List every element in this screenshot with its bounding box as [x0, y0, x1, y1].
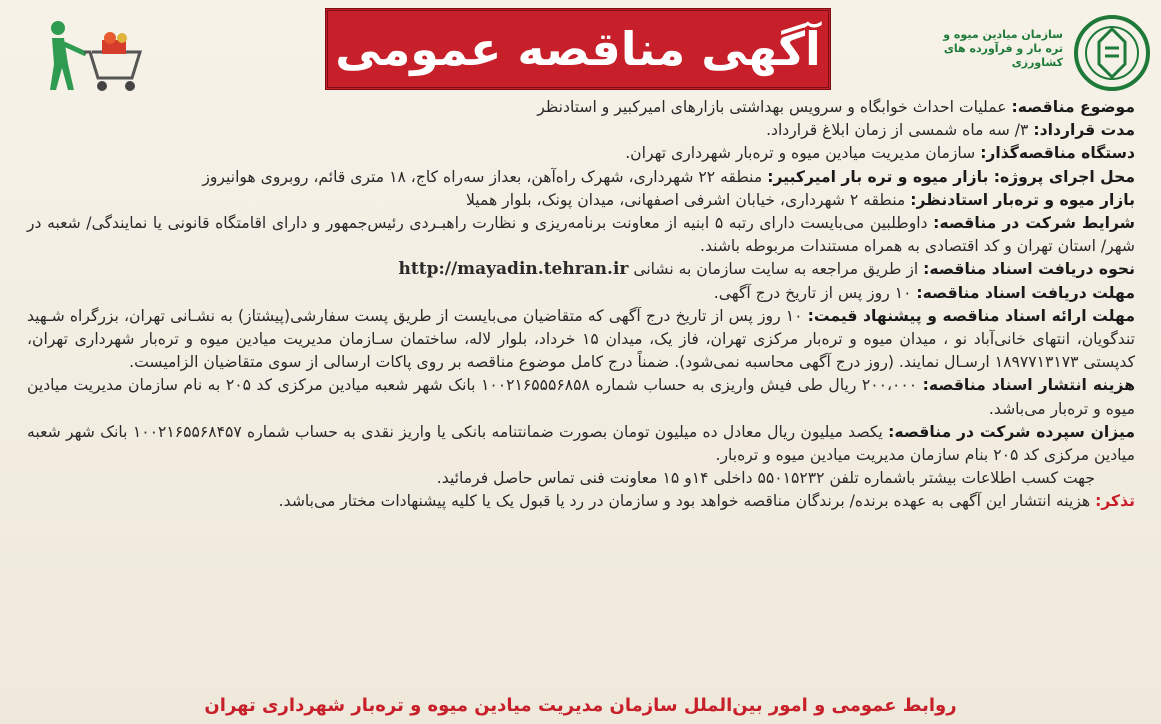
advertisement-body	[27, 96, 1135, 514]
section-document-retrieval: نحوه دریافت اسناد مناقصه: از طریق مراجعه به سایت سازمان به نشانی http://mayadin.tehran.ir	[398, 259, 1135, 280]
notice: تذکر: هزینه انتشار این آگهی به عهده برنده/ برندگان مناقصه خواهد بود و سازمان در رد یا قبول یک یا کلیه پیشنهادات مختار می‌باشد.	[278, 492, 1135, 511]
footer-signature: روابط عمومی و امور بین‌الملل سازمان مدیریت میادین میوه و تره‌بار شهرداری تهران	[204, 695, 957, 716]
page-title: آگهی مناقصه عمومی	[325, 8, 831, 90]
section-project-location-2: بازار میوه و تره‌بار استادنظر: منطقه ۲ شهرداری، خیابان اشرفی اصفهانی، میدان پونک، بلوار همیلا	[465, 190, 1135, 209]
section-tender-authority: دستگاه مناقصه‌گذار: سازمان مدیریت میادین میوه و تره‌بار شهرداری تهران.	[625, 144, 1135, 163]
section-document-fee: هزینه انتشار اسناد مناقصه: ۲۰۰،۰۰۰ ریال طی فیش واریزی به حساب شماره ۱۰۰۲۱۶۵۵۵۶۸۵۸ بانک شهر شعبه میادین مرکزی کد ۲۰۵ به نام سازمان مدیریت میادین میوه و تره‌بار می‌باشد.	[27, 376, 1136, 418]
shopping-cart-person-icon	[28, 18, 148, 98]
website-link[interactable]: http://mayadin.tehran.ir	[398, 259, 629, 280]
section-submission-deadline: مهلت ارائه اسناد مناقصه و پیشنهاد قیمت: ۱۰ روز پس از تاریخ درج آگهی که متقاضیان می‌بایست از طریق پست سفارشی(پیشتاز) به نشـانی تهران، بزرگراه شـهید تندگویان، انتهای خانی‌آباد نو ، میدان میوه و تره‌بار مرکزی تهران، فاز یک، میدان ۱۵ خرداد، بلوار لاله، ساختمان سـازمان مدیریت میادین میوه و تره‌بار شهرداری تهران، کدپستی ۱۸۹۷۷۱۳۱۷۳ ارسـال نمایند. (روز درج آگهی محاسبه نمی‌شود). ضمناً درج کامل موضوع مناقصه بر روی پاکات ارسالی از سوی متقاضیان الزامیست.	[27, 306, 1135, 372]
section-participation-conditions: شرایط شرکت در مناقصه: داوطلبین می‌بایست دارای رتبه ۵ ابنیه از معاونت برنامه‌ریزی و نظارت راهبـردی رئیس‌جمهور و دارای اقامتگاه قانونی یا نمایندگی/ شعبه در شهر/ استان تهران و کد اقتصادی به همراه مستندات مربوطه باشند.	[27, 214, 1135, 256]
organization-logo	[931, 14, 1151, 98]
organization-name: سازمان میادین میوه و تره بار و فرآورده های کشاورزی	[943, 28, 1063, 69]
section-contract-duration: مدت قرارداد: ۳/ سه ماه شمسی از زمان ابلاغ قرارداد.	[766, 121, 1135, 140]
section-retrieval-deadline: مهلت دریافت اسناد مناقصه: ۱۰ روز پس از تاریخ درج آگهی.	[713, 283, 1135, 302]
section-subject: موضوع مناقصه: عملیات احداث خوابگاه و سرویس بهداشتی بازارهای امیرکبیر و استادنظر	[537, 98, 1135, 116]
organization-seal-icon	[1073, 14, 1151, 92]
section-project-location-1: محل اجرای پروژه: بازار میوه و تره بار امیرکبیر: منطقه ۲۲ شهرداری، شهرک راه‌آهن، بعداز سه‌راه کاج، ۱۸ متری قائم، روبروی هوانیروز	[202, 167, 1135, 186]
contact-line: جهت کسب اطلاعات بیشتر باشماره تلفن ۵۵۰۱۵۲۳۲ داخلی ۱۴و ۱۵ معاونت فنی تماس حاصل فرمائید.	[436, 469, 1095, 488]
header	[0, 0, 1161, 100]
section-deposit-amount: میزان سپرده شرکت در مناقصه: یکصد میلیون ریال معادل ده میلیون تومان بصورت ضمانتنامه بانکی یا واریز نقدی به حساب شماره ۱۰۰۲۱۶۵۵۶۸۴۵۷ بانک شهر شعبه میادین مرکزی کد ۲۰۵ بنام سازمان مدیریت میادین میوه و تره‌بار.	[27, 422, 1135, 465]
